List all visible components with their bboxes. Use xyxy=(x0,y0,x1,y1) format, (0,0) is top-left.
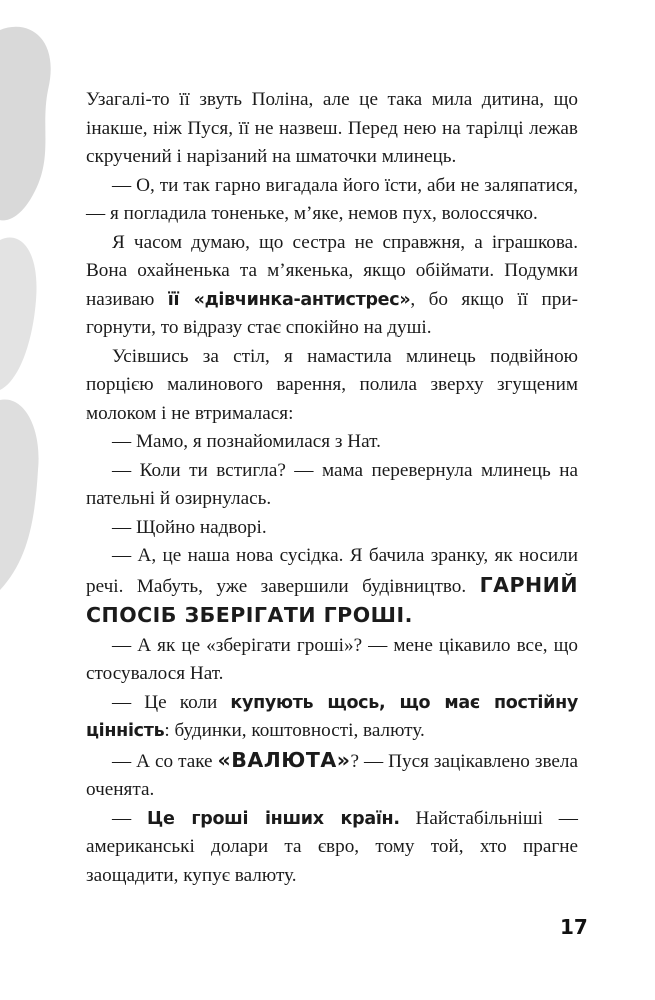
highlighted-phrase: Це гроші інших країн. xyxy=(147,808,400,829)
text-run: — А, це наша нова сусідка. Я бачила зранку, як носили речі. Мабуть, уже завершили будівництво. xyxy=(86,545,578,597)
paragraph xyxy=(86,86,578,172)
paragraph xyxy=(86,542,578,632)
highlighted-phrase: її «дівчинка-антистрес» xyxy=(167,289,411,310)
paragraph xyxy=(86,689,578,746)
text-run: Найстабільніші — американські долари та євро, тому той, хто прагне заощадити, купує валюту. xyxy=(86,807,578,886)
paragraph xyxy=(86,746,578,805)
text-run: — Це коли xyxy=(112,691,231,713)
text-run: — Коли ти встигла? — мама перевернула млинець на пательні й озирнулась. xyxy=(86,459,578,509)
paragraph xyxy=(86,457,578,514)
paragraph xyxy=(86,343,578,429)
text-run: — Щойно надворі. xyxy=(112,516,267,538)
paragraph xyxy=(86,229,578,343)
text-run: — О, ти так гарно вигадала його їсти, аби не заляпатися, — я погладила тоненьке, м’яке, немов пух, волоссячко. xyxy=(86,174,578,224)
text-run: Узагалі-то її звуть Поліна, але це така мила дитина, що інакше, ніж Пуся, її не назвеш. Перед нею на тарілці лежав скручений і нарізаний на шматочки млинець. xyxy=(86,89,578,167)
text-run: — А со таке xyxy=(112,750,218,772)
highlighted-phrase: купують щось, що має постійну цінність xyxy=(86,692,578,741)
paragraph xyxy=(86,514,578,543)
text-run: ? — Пуся зацікавлено звела оченята. xyxy=(86,750,578,800)
paragraph xyxy=(86,805,578,891)
page-number: 17 xyxy=(560,915,588,939)
highlighted-phrase: ГАРНИЙ СПОСІБ ЗБЕРІГАТИ ГРОШІ. xyxy=(86,572,578,627)
paragraph xyxy=(86,172,578,229)
text-run: — А як це «зберігати гроші»? — мене цікавило все, що стосувалося Нат. xyxy=(86,634,578,684)
text-run: Усівшись за стіл, я намастила млинець подвійною порцією малинового варення, полила зверху згущеним молоком і не втрималася: xyxy=(86,345,578,424)
text-run: Я часом думаю, що сестра не справжня, а іграшкова. Вона охайненька та м’якенька, якщо обіймати. Подумки називаю xyxy=(86,231,578,310)
text-run: — xyxy=(112,807,148,829)
highlighted-phrase: «ВАЛЮТА» xyxy=(217,747,351,772)
paragraph xyxy=(86,428,578,457)
body-text xyxy=(86,86,578,890)
paragraph xyxy=(86,632,578,689)
text-run: , бо якщо її пригорнути, то відразу стає спокійно на душі. xyxy=(86,288,578,338)
text-run: : будинки, коштовності, валюту. xyxy=(164,720,425,741)
text-run: — Мамо, я познайомилася з Нат. xyxy=(112,431,381,452)
